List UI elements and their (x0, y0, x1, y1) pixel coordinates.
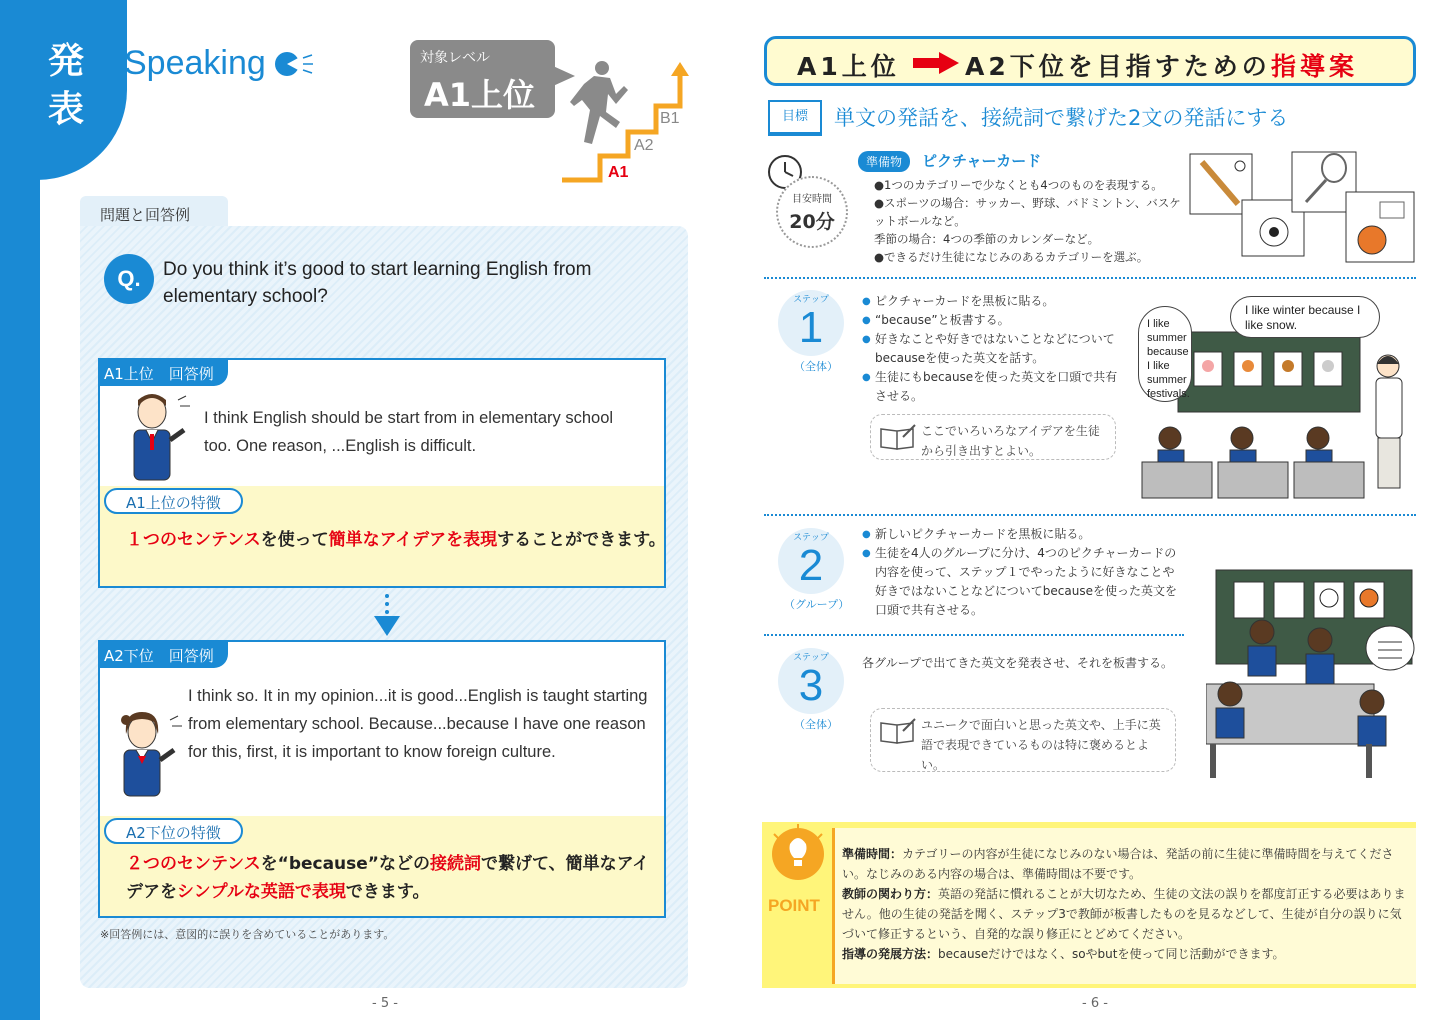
teacher-icon (1376, 355, 1402, 488)
boy-student-icon (118, 390, 196, 490)
step-number: 2 (798, 541, 824, 590)
footnote: ※回答例には、意図的に誤りを含めていることがあります。 (100, 928, 395, 941)
lightbulb-icon (760, 818, 836, 894)
down-arrow-icon (372, 592, 402, 638)
step-item: ● 生徒を4人のグループに分け、4つのピクチャーカードの内容を使って、ステップ１でやったように好きなことや好きではないことなどについてbecauseを使った英文を口頭で共有させる。 (862, 544, 1186, 620)
step-2-badge (778, 528, 844, 594)
point-item-title: 準備時間： (842, 847, 903, 861)
title-emphasis: 指導案 (1271, 52, 1359, 81)
question-text: Do you think it’s good to start learning English from elementary school? (163, 259, 592, 307)
answer-a2-box (98, 640, 666, 918)
speaking-label: Speaking (124, 44, 266, 82)
feature-emphasis: １つのセンテンス (126, 530, 261, 550)
step-label: ステップ (793, 533, 829, 543)
step-item: ● ピクチャーカードを黒板に貼る。 (862, 292, 1122, 311)
step-2-scope: （グループ） (784, 598, 850, 611)
climbing-person-icon (570, 61, 628, 144)
step-3-text (862, 654, 1192, 673)
answer-a2-feature-text (126, 850, 656, 906)
step-label: ステップ (793, 653, 829, 663)
step-number: 3 (798, 661, 824, 710)
point-label: POINT (768, 896, 820, 915)
point-item-title: 指導の発展方法： (842, 947, 939, 961)
student-speech-bubble (1138, 306, 1192, 402)
level-stairs-illustration (558, 60, 698, 186)
lesson-plan-title (764, 36, 1416, 86)
feature-emphasis: 簡単なアイデアを表現 (328, 530, 498, 550)
step-item: ● “because”と板書する。 (862, 311, 1122, 330)
group-work-illustration (1206, 566, 1416, 780)
feature-text-part: することができます。 (497, 530, 666, 550)
time-value: 20分 (789, 211, 835, 233)
step-item: ● 新しいピクチャーカードを黒板に貼る。 (862, 525, 1186, 544)
prep-item: ●できるだけ生徒になじみのあるカテゴリーを選ぶ。 (874, 250, 1149, 264)
book-pen-icon (879, 717, 917, 745)
basketball-icon (1358, 226, 1386, 254)
page-number-left: - 5 - (372, 996, 398, 1011)
student-speech-text: I like summer because I like summer festivals. (1147, 318, 1190, 400)
speech-bubble-icon (1366, 626, 1414, 670)
step-number: 1 (798, 303, 824, 352)
target-level-label: 対象レベル (420, 50, 490, 66)
point-item (842, 944, 1406, 964)
girl-student-icon (108, 708, 188, 818)
point-item (842, 844, 1406, 884)
answer-a1-feature-label: A1上位の特徴 (104, 488, 243, 514)
prep-item: ●1つのカテゴリーで少なくとも4つのものを表現する。 (874, 178, 1163, 192)
qa-tab: 問題と回答例 (80, 196, 228, 228)
teacher-speech-text: I like winter because I like snow. (1245, 303, 1361, 332)
step-3-description: 各グループで出てきた英文を発表させ、それを板書する。 (862, 656, 1174, 670)
goal-text: 単文の発話を、接続詞で繋げた2文の発話にする (834, 106, 1289, 130)
answer-a1-box (98, 358, 666, 588)
picture-cards-illustration (1188, 150, 1416, 270)
time-estimate (776, 176, 848, 248)
teacher-speech-bubble (1230, 296, 1380, 338)
step-1-badge (778, 290, 844, 356)
step-3-badge (778, 648, 844, 714)
goal-tag: 目標 (768, 100, 822, 136)
prep-title: ピクチャーカード (922, 152, 1042, 170)
feature-text-part: を使って (260, 530, 329, 550)
answer-a1-text: I think English should be start from in elementary school too. One reason, ...English is difficult. (204, 409, 614, 455)
title-to-level: A2下位を目指すための (965, 52, 1271, 81)
question-badge: Q. (104, 254, 154, 304)
answer-a2-label: A2下位 回答例 (98, 640, 228, 668)
step-item: ● 好きなことや好きではないことなどについてbecauseを使った英文を話す。 (862, 330, 1122, 368)
tip-text: ここでいろいろなアイデアを生徒から引き出すとよい。 (921, 424, 1100, 458)
feature-emphasis: ２つのセンテンス (126, 854, 261, 874)
feature-text-part: できます。 (345, 882, 430, 902)
stairs-label-b1: B1 (660, 110, 680, 127)
speaking-icon (274, 48, 316, 80)
target-level-value: A1上位 (424, 76, 536, 114)
prep-tag: 準備物 (858, 151, 910, 172)
divider (764, 277, 1416, 279)
point-item-title: 教師の関わり方： (842, 887, 939, 901)
page-number-right: - 6 - (1082, 996, 1108, 1011)
feature-emphasis: シンプルな英語で表現 (177, 882, 346, 902)
point-text (842, 844, 1406, 964)
point-item-text: カテゴリーの内容が生徒になじみのない場合は、発話の前に生徒に準備時間を与えてください。なじみのある内容の場合は、準備時間は不要です。 (842, 847, 1394, 881)
point-item-text: becauseだけではなく、soやbutを使って同じ活動ができます。 (938, 947, 1285, 961)
feature-text-part: を“because”などの (260, 854, 430, 874)
divider (764, 514, 1416, 516)
section-title: 発表 (47, 41, 84, 130)
feature-text-part: で繋げて、簡単なアイデアを (126, 854, 650, 902)
answer-a1-feature-text (126, 526, 666, 554)
target-level-box (410, 40, 555, 118)
step-3-tip (870, 708, 1176, 772)
step-1-tip (870, 414, 1116, 460)
answer-a2-text: I think so. It in my opinion...it is good...English is taught starting from elementary school. Because...because I have one reason for this, first, it is important to know foreign culture. (188, 687, 648, 761)
title-from-level: A1上位 (797, 52, 900, 81)
step-label: ステップ (793, 295, 829, 305)
step-1-scope: （全体） (794, 360, 838, 373)
answer-a1-label: A1上位 回答例 (98, 358, 228, 386)
divider (764, 634, 1184, 636)
time-label: 目安時間 (792, 194, 832, 205)
prep-item: ●スポーツの場合：サッカー、野球、バドミントン、バスケットボールなど。 (874, 196, 1181, 228)
book-pen-icon (879, 423, 917, 451)
feature-emphasis: 接続詞 (430, 854, 481, 874)
tip-text: ユニークで面白いと思った英文や、上手に英語で表現できているものは特に褒めるとよい。 (921, 718, 1161, 772)
answer-a2-feature (100, 816, 664, 916)
step-1-list (862, 292, 1122, 406)
stairs-label-a2: A2 (634, 137, 654, 154)
step-item: ● 生徒にもbecauseを使った英文を口頭で共有させる。 (862, 368, 1122, 406)
step-2-list (862, 525, 1186, 620)
step-3-scope: （全体） (794, 718, 838, 731)
prep-item: 季節の場合：4つの季節のカレンダーなど。 (874, 232, 1100, 246)
answer-a1-feature (100, 486, 664, 586)
stairs-label-a1: A1 (608, 164, 629, 181)
point-item-text: 英語の発話に慣れることが大切なため、生徒の文法の誤りを都度訂正する必要はありません。他の生徒の発話を聞く、ステップ3で教師が板書したものを見るなどして、生徒が自分の誤りに気づいて修正するという、自発的な誤り修正にとどめてください。 (842, 887, 1406, 941)
point-item (842, 884, 1406, 944)
prep-list (862, 176, 1187, 266)
answer-a2-feature-label: A2下位の特徴 (104, 818, 243, 844)
right-arrow-icon (913, 52, 959, 74)
